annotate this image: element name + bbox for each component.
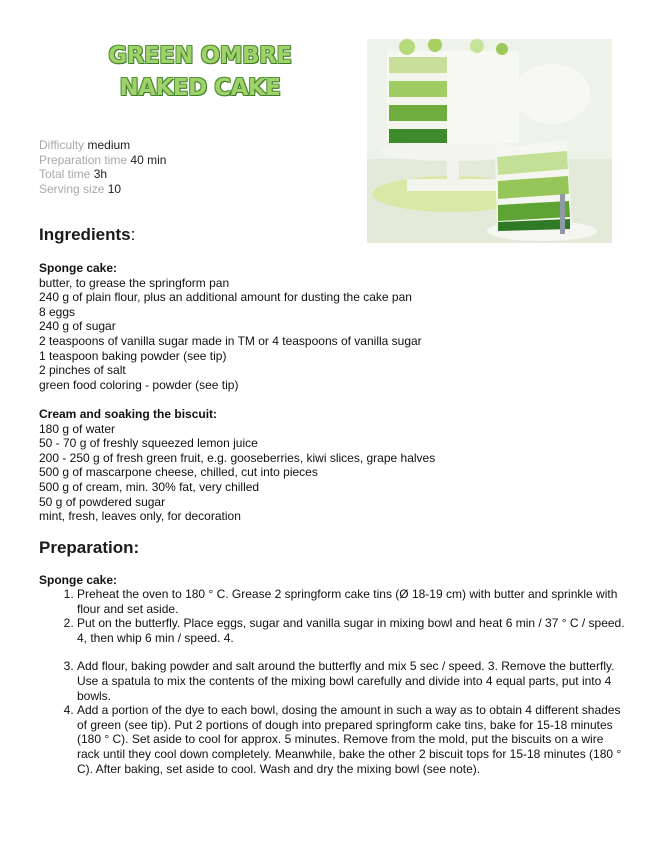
- list-item: 8 eggs: [39, 304, 76, 319]
- sponge-ingredients: [39, 261, 422, 392]
- list-item: mint, fresh, leaves only, for decoration: [39, 509, 241, 524]
- list-item: 180 g of water: [39, 421, 116, 436]
- meta-prep-time: Preparation time 40 min: [39, 152, 167, 167]
- recipe-title: [95, 40, 305, 104]
- step-item: 3. Add flour, baking powder and salt around the butterfly and mix 5 sec / speed. 3. Remove the butterfly. Use a spatula to mix the contents of the mixing bowl carefully and divide into 4 equal parts, put into 4 bowls.: [77, 659, 627, 703]
- meta-serving-size: Serving size 10: [39, 181, 122, 196]
- list-item: 50 - 70 g of freshly squeezed lemon juice: [39, 436, 258, 451]
- list-item: 500 g of cream, min. 30% fat, very chilled: [39, 479, 260, 494]
- list-item: 2 teaspoons of vanilla sugar made in TM or 4 teaspoons of vanilla sugar: [39, 333, 422, 348]
- list-item: 200 - 250 g of fresh green fruit, e.g. gooseberries, kiwi slices, grape halves: [39, 450, 436, 465]
- cream-ingredients: [39, 407, 435, 524]
- list-item: 1 teaspoon baking powder (see tip): [39, 348, 227, 363]
- step-item: 2. Put on the butterfly. Place eggs, sugar and vanilla sugar in mixing bowl and heat 6 min / 37 ° C / speed. 4, then whip 6 min / speed. 4.: [77, 616, 627, 645]
- meta-difficulty: Difficulty medium: [39, 138, 131, 152]
- preparation-steps: [39, 587, 627, 776]
- cream-subheading: Cream and soaking the biscuit:: [39, 407, 218, 421]
- cake-illustration: [367, 39, 612, 243]
- list-item: 240 g of sugar: [39, 319, 116, 334]
- list-item: 50 g of powdered sugar: [39, 494, 166, 509]
- title-line-2: NAKED CAKE: [119, 75, 281, 101]
- step-item: 1. Preheat the oven to 180 ° C. Grease 2 springform cake tins (Ø 18-19 cm) with butter and sprinkle with flour and set aside.: [77, 587, 627, 616]
- preparation-heading: Preparation:: [39, 538, 140, 557]
- list-item: butter, to grease the springform pan: [39, 275, 230, 290]
- list-item: green food coloring - powder (see tip): [39, 377, 239, 392]
- title-line-1: GREEN OMBRE: [108, 43, 292, 69]
- list-item: 240 g of plain flour, plus an additional amount for dusting the cake pan: [39, 290, 412, 305]
- recipe-meta: [39, 138, 166, 196]
- cake-photo: [367, 39, 612, 243]
- step-item: 4. Add a portion of the dye to each bowl, dosing the amount in such a way as to obtain 4 different shades of green (see tip). Put 2 portions of dough into prepared springform cake tins, bake for 15-18 minutes (180 ° C). Set aside to cool for approx. 5 minutes. Remove from the mold, put the biscuits on a wire rack until they cool down completely. Meanwhile, bake the other 2 biscuit tops for 15-18 minutes (180 ° C). After baking, set aside to cool. Wash and dry the mixing bowl (see note).: [77, 703, 627, 776]
- list-item: 2 pinches of salt: [39, 363, 126, 378]
- preparation-subheading: Sponge cake:: [39, 573, 118, 587]
- list-item: 500 g of mascarpone cheese, chilled, cut into pieces: [39, 465, 318, 480]
- sponge-subheading: Sponge cake:: [39, 261, 118, 275]
- ingredients-heading: Ingredients:: [39, 225, 136, 244]
- meta-total-time: Total time 3h: [39, 167, 108, 181]
